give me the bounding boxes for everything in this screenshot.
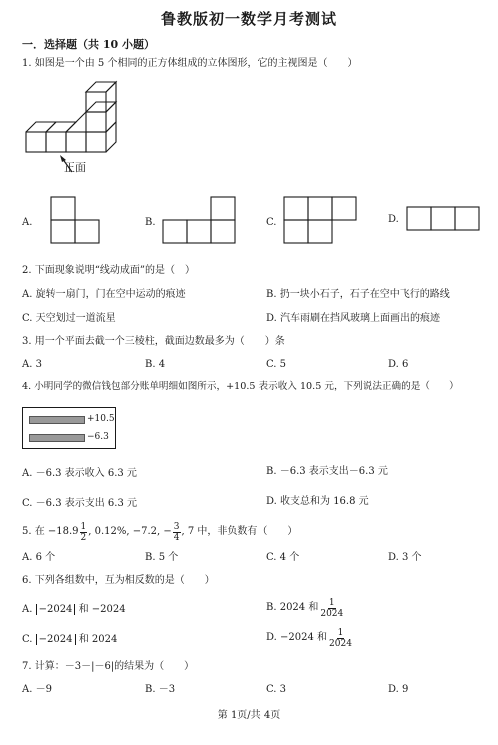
q1-option-c-label[interactable]: C. — [266, 217, 277, 228]
q5-option-b[interactable]: B. 5 个 — [145, 552, 179, 563]
bill-bar-income — [29, 416, 85, 424]
q3-option-a[interactable]: A. 3 — [22, 359, 42, 370]
section-heading: 一．选择题（共 10 小题） — [22, 38, 155, 51]
q6-stem: 6. 下列各组数中，互为相反数的是（ ） — [22, 575, 215, 586]
q6-option-d[interactable]: D. −2024 和 $\frac{1}{2024}$ — [266, 627, 352, 649]
page-footer: 第 1页/共 4页 — [217, 710, 281, 721]
q2-option-d[interactable]: D. 汽车雨刷在挡风玻璃上面画出的痕迹 — [266, 313, 441, 324]
q6-b-fraction: $\frac{1}{2024}$ — [320, 597, 344, 619]
q3-option-d[interactable]: D. 6 — [388, 359, 409, 370]
q6-c-abs: −2024 — [36, 634, 76, 645]
q1-option-b-figure — [162, 196, 238, 244]
q4-option-c[interactable]: C. －6.3 表示支出 6.3 元 — [22, 498, 137, 509]
q6-a-abs: −2024 — [36, 604, 76, 615]
front-label: 正面 — [64, 161, 86, 174]
q1-option-d-label[interactable]: D. — [388, 214, 399, 225]
q7-option-b[interactable]: B. －3 — [145, 684, 176, 695]
q1-option-a-label[interactable]: A. — [22, 217, 33, 228]
q1-option-c-figure — [283, 196, 359, 244]
q1-option-a-figure — [50, 196, 102, 244]
wallet-bill-box — [22, 407, 116, 449]
q4-stem: 4. 小明同学的微信钱包部分账单明细如图所示，+10.5 表示收入 10.5 元，下列说法正确的是（ ） — [22, 381, 459, 392]
q2-stem: 2. 下面现象说明“线动成面”的是（ ） — [22, 265, 195, 276]
q6-d-fraction: $\frac{1}{2024}$ — [329, 627, 352, 649]
q3-option-b[interactable]: B. 4 — [145, 359, 166, 370]
q4-option-b[interactable]: B. －6.3 表示支出－6.3 元 — [266, 466, 388, 477]
q4-option-d[interactable]: D. 收支总和为 16.8 元 — [266, 496, 369, 507]
q5-suffix: , 7 中，非负数有（ ） — [181, 526, 298, 537]
q7-option-a[interactable]: A. －9 — [22, 684, 52, 695]
q5-option-c[interactable]: C. 4 个 — [266, 552, 300, 563]
q1-option-d-figure — [406, 206, 482, 232]
q1-option-b-label[interactable]: B. — [145, 217, 156, 228]
q5-fraction-1: $\frac{1}{2}$ — [80, 521, 87, 543]
bill-entry-income: +10.5 — [87, 414, 115, 424]
q5-fraction-2: $\frac{3}{4}$ — [173, 521, 180, 543]
q2-option-b[interactable]: B. 扔一块小石子，石子在空中飞行的路线 — [266, 289, 450, 300]
bill-entry-expense: −6.3 — [87, 432, 109, 442]
q4-option-a[interactable]: A. －6.3 表示收入 6.3 元 — [22, 468, 137, 479]
q2-option-a[interactable]: A. 旋转一扇门，门在空中运动的痕迹 — [22, 289, 186, 300]
q1-stem: 1. 如图是一个由 5 个相同的正方体组成的立体图形，它的主视图是（ ） — [22, 58, 358, 69]
q6-option-a[interactable]: A. −2024 和 −2024 — [22, 604, 126, 615]
q6-option-c[interactable]: C. −2024 和 2024 — [22, 634, 118, 645]
q2-option-c[interactable]: C. 天空划过一道流星 — [22, 313, 116, 324]
q6-option-b[interactable]: B. 2024 和 $\frac{1}{2024}$ — [266, 597, 344, 619]
q5-option-d[interactable]: D. 3 个 — [388, 552, 422, 563]
q7-option-d[interactable]: D. 9 — [388, 684, 409, 695]
q3-stem: 3. 用一个平面去截一个三棱柱，截面边数最多为（ ）条 — [22, 336, 285, 347]
q7-stem: 7. 计算：－3－|－6|的结果为（ ） — [22, 661, 195, 672]
page-title: 鲁教版初一数学月考测试 — [160, 10, 337, 28]
q5-middle: , 0.12%, −7.2, − — [88, 526, 172, 537]
q7-option-c[interactable]: C. 3 — [266, 684, 287, 695]
q5-stem — [22, 518, 297, 546]
q3-option-c[interactable]: C. 5 — [266, 359, 287, 370]
q5-option-a[interactable]: A. 6 个 — [22, 552, 56, 563]
q5-prefix: 5. 在 −18.9 — [22, 526, 79, 537]
bill-bar-expense — [29, 434, 85, 442]
